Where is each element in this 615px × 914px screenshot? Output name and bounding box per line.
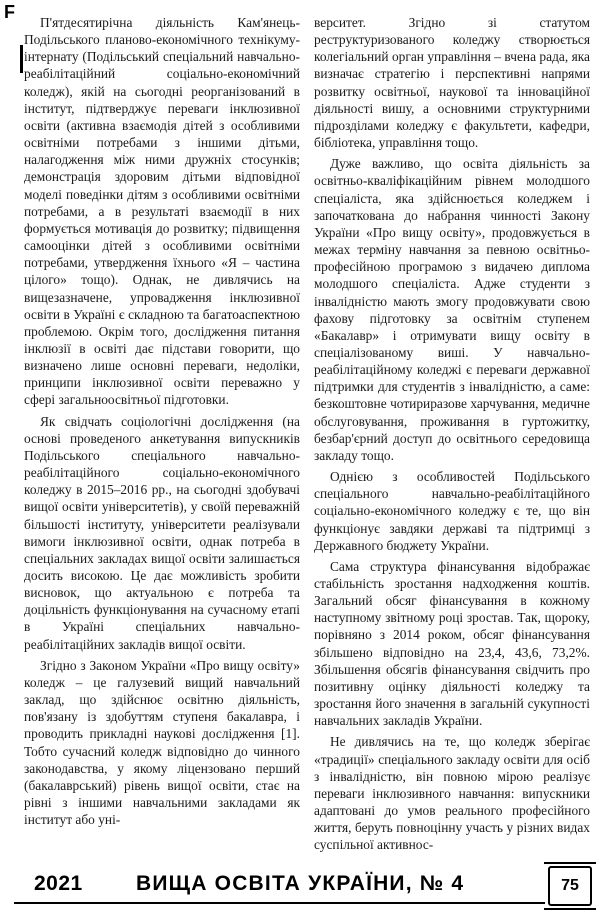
left-column xyxy=(24,14,300,832)
right-paragraph-2: Дуже важливо, що освіта діяльність за освітньо-кваліфікаційним рівнем молодшого спеціаліста, яка здійснюється коледжем і започаткована до набрання чинності Закону України «Про вищу освіту», продовжується в межах терміну навчання за певною освітньо-професійною програмою з видачею диплома молодшого спеціаліста. Адже студенти з інвалідністю мають змогу продовжувати свою фахову підготовку за освітнім ступенем «Бакалавр» і отримувати вищу освіту в спеціалізованому виші. У навчально-реабілітаційному коледжі є переваги державної підтримки для студентів з інвалідністю, а саме: безкоштовне чотириразове харчування, медичне обслуговування, проживання в гуртожитку, безбар'єрний доступ до освітнього середовища закладу тощо. xyxy=(314,156,590,463)
page-number: 75 xyxy=(548,866,592,906)
page-footer xyxy=(0,862,615,914)
right-paragraph-4: Сама структура фінансування відображає стабільність зростання надходження коштів. Загальний обсяг фінансування в кожному наступному звітному році зростав. Так, щороку, порівняно з 2014 роком, обсяг фінансування збільшено відповідно на 23,4, 43,6, 73,2%. Збільшення обсягів фінансування свідчить про позитивну оцінку діяльності коледжу та зростання його значення в загальній сукупності навчальних закладів України. xyxy=(314,558,590,729)
right-column xyxy=(314,14,590,858)
left-paragraph-2: Як свідчать соціологічні дослідження (на основі проведеного анкетування випускників Подільського спеціального навчально-реабілітаційного соціально-економічного коледжу в 2015–2016 рр., на сьогодні здобувачі вищої освіти університетів), у своїй переважній більшості інституту, університети реалізували вимоги інклюзивної освіти, однак потреба в спеціальних закладах вищої освіти залишається досить високою. Це дає можливість зробити висновок, що актуальною є потреба та доцільність функціонування на сучасному етапі в Україні спеціальних навчально-реабілітаційних закладів вищої освіти. xyxy=(24,413,300,652)
left-paragraph-3: Згідно з Законом України «Про вищу освіту» коледж – це галузевий вищий навчальний заклад, що здійснює освітню діяльність, пов'язану із здобуттям ступеня бакалавра, і проводить прикладні наукові дослідження [1]. Тобто сучасний коледж відповідно до чинного законодавства, у якому ліцензовано перший (бакалаврський) рівень вищої освіти, стає на рівні з іншими навчальними закладами як інститут або уні- xyxy=(24,657,300,828)
right-paragraph-5: Не дивлячись на те, що коледж зберігає «традиції» спеціального закладу освіти для осіб з інвалідністю, він повною мірою реалізує переваги інклюзивного навчання: випускники адаптовані до умов реального професійного життя, беруть повноцінну участь у різних видах суспільної активнос- xyxy=(314,734,590,853)
right-paragraph-1: верситет. Згідно зі статутом реструктуризованого коледжу створюється колегіальний орган управління – вчена рада, яка визначає стратегію і перспективні напрями розвитку освітньої, наукової та інноваційної діяльності вишу, а основними структурними підрозділами коледжу є факультети, кафедри, бібліотека, управління тощо. xyxy=(314,15,590,151)
corner-mark: F xyxy=(4,2,15,22)
right-paragraph-3: Однією з особливостей Подільського спеціального навчально-реабілітаційного соціально-економічного коледжу є те, що він функціонує завдяки державі та підтримці з Державного бюджету України. xyxy=(314,469,590,553)
margin-bar xyxy=(20,45,23,73)
footer-year: 2021 xyxy=(34,872,83,895)
journal-title: ВИЩА ОСВІТА УКРАЇНИ, № 4 xyxy=(136,872,465,895)
left-paragraph-1: П'ятдесятирічна діяльність Кам'янець-Подільського планово-економічного технікуму-інтернату (Подільський спеціальний навчально-реабілітаційний соціально-економічний коледж), якій на сьогодні реорганізований в інститут, підтверджує переваги інклюзивної освіти (активна взаємодія дітей з особливими освітніми потребами з іншими дітьми, налагодження між ними дружніх стосунків; демонстрація здоровим дітьми відповідної моделі поведінки дітям з особливими освітніми потребами, а в результаті взаємодії в них формується мотивація до розвитку; підвищення самооцінки дітей з особливими освітніми потребами, утвердження їхнього «Я – частина цілого» тощо). Однак, не дивлячись на вищезазначене, упровадження інклюзивної освіти в Україні є складною та багатоаспектною проблемою. Окрім того, дослідження питання інклюзії в освіті дає підстави говорити, що визначено лише основні переваги, недоліки, принципи інклюзивної освіти переважно у сфері загальноосвітньої підготовки. xyxy=(24,15,300,408)
footer-rule xyxy=(14,902,545,904)
